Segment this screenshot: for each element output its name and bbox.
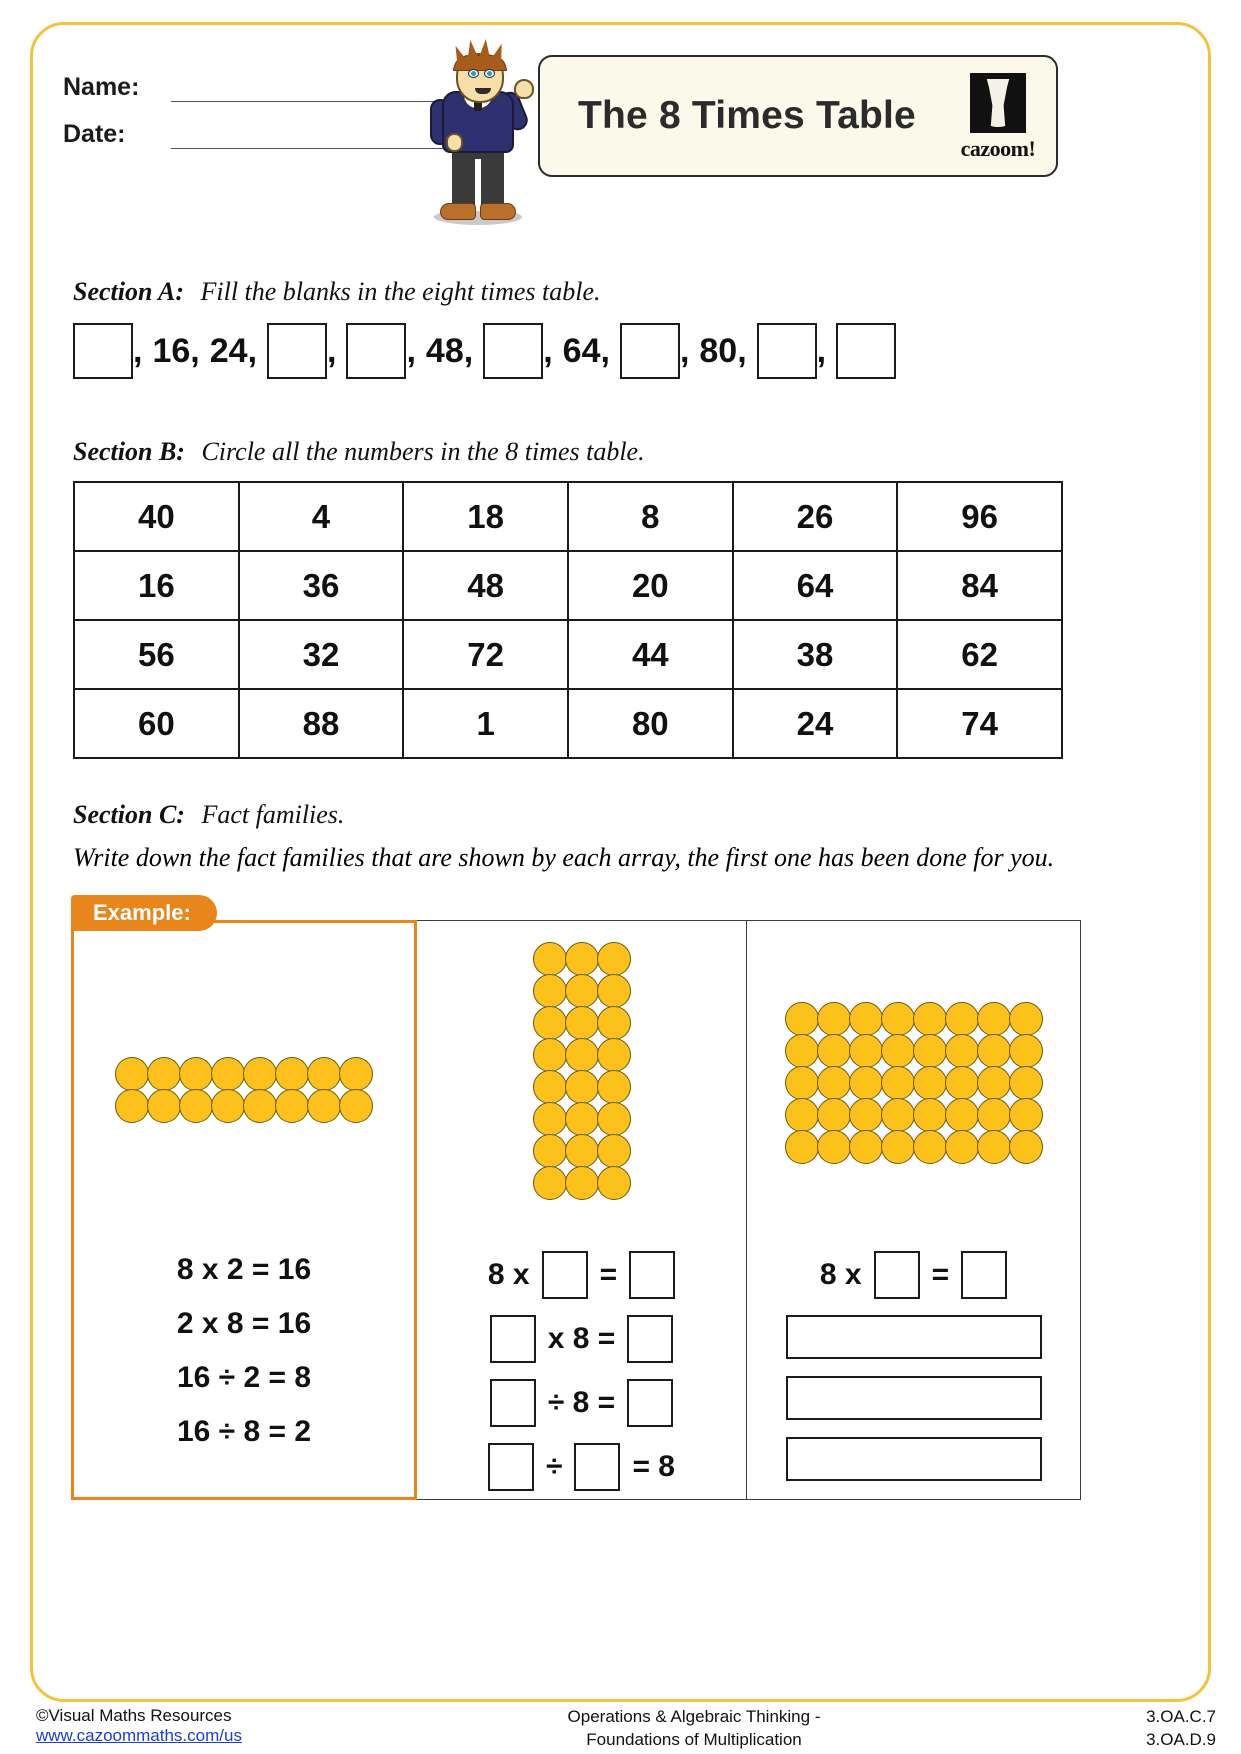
array-dot — [945, 1002, 979, 1036]
example-equation-4: 16 ÷ 8 = 2 — [176, 1415, 312, 1448]
grid-cell-3-2[interactable]: 32 — [239, 620, 404, 689]
array-dot — [533, 942, 567, 976]
array-dot — [817, 1098, 851, 1132]
array-dot — [881, 1002, 915, 1036]
array-dot — [913, 1066, 947, 1100]
panel3-array-row — [786, 1003, 1042, 1035]
array-dot — [913, 1098, 947, 1132]
array-dot — [307, 1057, 341, 1091]
example-equation-3: 16 ÷ 2 = 8 — [176, 1361, 312, 1394]
array-dot — [1009, 1002, 1043, 1036]
array-dot — [977, 1002, 1011, 1036]
section-a-sequence — [73, 323, 1173, 379]
fact-family-example-panel — [71, 900, 417, 1500]
p2-r2-box-2[interactable] — [627, 1315, 673, 1363]
array-dot — [339, 1057, 373, 1091]
array-dot — [849, 1066, 883, 1100]
array-dot — [881, 1066, 915, 1100]
p2-r1-lead: 8 x — [487, 1258, 530, 1291]
worksheet-footer — [36, 1706, 1216, 1752]
footer-standard-description — [568, 1706, 821, 1752]
array-dot — [211, 1089, 245, 1123]
array-dot — [977, 1034, 1011, 1068]
section-c-label: Section C: — [73, 800, 185, 829]
section-c-lead: Write down the fact families that are shown by each array, the first one has been done for you. — [73, 843, 1055, 872]
grid-cell-2-6[interactable]: 84 — [897, 551, 1062, 620]
fact-family-panel-3 — [747, 920, 1081, 1500]
page-title: The 8 Times Table — [578, 94, 916, 137]
p2-r4-op: ÷ — [545, 1450, 563, 1483]
array-example — [74, 1058, 414, 1122]
array-dot — [597, 1006, 631, 1040]
array-dot — [115, 1057, 149, 1091]
grid-cell-2-2[interactable]: 36 — [239, 551, 404, 620]
array-dot — [147, 1057, 181, 1091]
array-dot — [597, 1134, 631, 1168]
fact-family-panel-2 — [417, 920, 747, 1500]
array-dot — [977, 1098, 1011, 1132]
student-mascot-icon — [418, 33, 538, 228]
array-dot — [817, 1130, 851, 1164]
array-dot — [597, 942, 631, 976]
example-equation-1: 8 x 2 = 16 — [176, 1253, 312, 1286]
section-c-heading — [73, 800, 1173, 830]
panel-2-row-1 — [417, 1251, 746, 1299]
p3-r1-equals: = — [931, 1258, 950, 1291]
array-dot — [785, 1066, 819, 1100]
array-panel-2 — [417, 943, 746, 1199]
array-dot — [597, 1038, 631, 1072]
section-a-instruction: Fill the blanks in the eight times table. — [200, 277, 601, 306]
p2-r2-op: x 8 = — [547, 1322, 616, 1355]
table-row — [74, 620, 1062, 689]
section-a-comma: , — [247, 331, 258, 370]
p2-r1-box-2[interactable] — [629, 1251, 675, 1299]
standard-code-1: 3.OA.C.7 — [1146, 1707, 1216, 1726]
section-a-comma: , — [406, 331, 416, 370]
array-dot — [849, 1002, 883, 1036]
array-dot — [817, 1066, 851, 1100]
section-a-blank-7[interactable] — [483, 323, 543, 379]
section-b-heading — [73, 437, 1173, 467]
panel-3-equations — [747, 1251, 1080, 1498]
name-label: Name: — [63, 73, 140, 101]
p3-r1-box-2[interactable] — [961, 1251, 1007, 1299]
array-dot — [597, 1166, 631, 1200]
section-a-comma: , — [190, 331, 200, 370]
grid-cell-4-6[interactable]: 74 — [897, 689, 1062, 758]
grid-cell-1-1[interactable]: 40 — [74, 482, 239, 551]
grid-cell-1-5[interactable]: 26 — [733, 482, 898, 551]
worksheet-page — [30, 22, 1211, 1702]
panel3-array-row — [786, 1099, 1042, 1131]
copyright-text: ©Visual Maths Resources — [36, 1706, 232, 1725]
array-dot — [211, 1057, 245, 1091]
section-a-heading — [73, 277, 1173, 307]
panel2-array-row — [534, 943, 630, 975]
grid-cell-2-1[interactable]: 16 — [74, 551, 239, 620]
date-label: Date: — [63, 120, 126, 148]
array-dot — [533, 1006, 567, 1040]
array-dot — [243, 1089, 277, 1123]
array-dot — [147, 1089, 181, 1123]
section-a-comma: , — [679, 331, 690, 370]
array-dot — [339, 1089, 373, 1123]
p2-r4-tail: = 8 — [632, 1450, 675, 1483]
example-array-row — [116, 1058, 372, 1090]
array-dot — [565, 1006, 599, 1040]
array-dot — [565, 1102, 599, 1136]
panel2-array-row — [534, 1007, 630, 1039]
array-dot — [565, 1134, 599, 1168]
panel3-array-row — [786, 1035, 1042, 1067]
example-tab: Example: — [71, 895, 217, 931]
grid-cell-1-6[interactable]: 96 — [897, 482, 1062, 551]
section-a-comma: , — [463, 331, 474, 370]
standard-desc-line-1: Operations & Algebraic Thinking - — [567, 1707, 821, 1726]
footer-standard-codes — [1146, 1706, 1216, 1752]
array-dot — [1009, 1130, 1043, 1164]
section-a-blank-5[interactable] — [346, 323, 406, 379]
array-dot — [597, 1070, 631, 1104]
array-dot — [849, 1130, 883, 1164]
standard-code-2: 3.OA.D.9 — [1146, 1729, 1216, 1749]
p2-r1-equals: = — [599, 1258, 618, 1291]
panel2-array-row — [534, 1167, 630, 1199]
section-a-blank-1[interactable] — [73, 323, 133, 379]
array-dot — [785, 1130, 819, 1164]
p2-r3-box-2[interactable] — [627, 1379, 673, 1427]
panel2-array-row — [534, 1103, 630, 1135]
section-a-value-8: 64 — [562, 331, 601, 370]
section-a-value-6: 48 — [425, 331, 464, 370]
array-dot — [945, 1130, 979, 1164]
array-dot — [785, 1098, 819, 1132]
section-a-value-3: 24 — [209, 331, 248, 370]
array-dot — [785, 1002, 819, 1036]
p2-r4-box-2[interactable] — [574, 1443, 620, 1491]
array-dot — [945, 1098, 979, 1132]
footer-left — [36, 1706, 242, 1752]
array-dot — [1009, 1034, 1043, 1068]
array-dot — [977, 1066, 1011, 1100]
panel3-array-row — [786, 1131, 1042, 1163]
section-c — [73, 800, 1173, 874]
array-dot — [179, 1057, 213, 1091]
section-c-instruction: Fact families. — [201, 800, 345, 829]
array-dot — [977, 1130, 1011, 1164]
p3-answer-line-2[interactable] — [786, 1376, 1042, 1420]
array-dot — [817, 1034, 851, 1068]
panel-2-row-2 — [417, 1315, 746, 1363]
p2-r4-box-1[interactable] — [488, 1443, 534, 1491]
section-a-comma: , — [816, 331, 827, 370]
grid-cell-2-3[interactable]: 48 — [403, 551, 568, 620]
p3-answer-line-1[interactable] — [786, 1315, 1042, 1359]
array-dot — [565, 1070, 599, 1104]
panel-2-equations — [417, 1251, 746, 1507]
grid-cell-3-5[interactable]: 38 — [733, 620, 898, 689]
array-dot — [533, 1070, 567, 1104]
array-dot — [275, 1089, 309, 1123]
example-equations — [74, 1253, 414, 1469]
grid-cell-4-2[interactable]: 88 — [239, 689, 404, 758]
grid-cell-4-1[interactable]: 60 — [74, 689, 239, 758]
grid-cell-1-2[interactable]: 4 — [239, 482, 404, 551]
array-dot — [565, 1038, 599, 1072]
array-dot — [913, 1002, 947, 1036]
website-link[interactable]: www.cazoommaths.com/us — [36, 1726, 242, 1745]
date-row — [63, 120, 453, 149]
array-dot — [881, 1130, 915, 1164]
worksheet-header — [33, 25, 1214, 235]
standard-desc-line-2: Foundations of Multiplication — [586, 1729, 802, 1749]
example-equation-2: 2 x 8 = 16 — [176, 1307, 312, 1340]
name-input-line[interactable] — [171, 75, 453, 102]
table-row — [74, 689, 1062, 758]
array-dot — [945, 1066, 979, 1100]
array-dot — [533, 974, 567, 1008]
array-dot — [115, 1089, 149, 1123]
p3-answer-line-3[interactable] — [786, 1437, 1042, 1481]
grid-cell-3-4[interactable]: 44 — [568, 620, 733, 689]
section-b-number-grid[interactable] — [73, 481, 1063, 759]
array-dot — [597, 974, 631, 1008]
grid-cell-2-4[interactable]: 20 — [568, 551, 733, 620]
grid-cell-4-4[interactable]: 80 — [568, 689, 733, 758]
name-row — [63, 73, 453, 102]
p2-r3-box-1[interactable] — [490, 1379, 536, 1427]
array-dot — [179, 1089, 213, 1123]
section-a-value-2: 16 — [152, 331, 191, 370]
fact-family-panels — [71, 900, 1081, 1500]
section-a-blank-9[interactable] — [620, 323, 680, 379]
panel2-array-row — [534, 975, 630, 1007]
name-date-block — [63, 73, 453, 167]
array-dot — [849, 1034, 883, 1068]
panel2-array-row — [534, 1039, 630, 1071]
array-dot — [565, 974, 599, 1008]
array-dot — [565, 942, 599, 976]
array-dot — [945, 1034, 979, 1068]
panel2-array-row — [534, 1071, 630, 1103]
array-dot — [597, 1102, 631, 1136]
panel-2-row-3 — [417, 1379, 746, 1427]
title-banner — [538, 55, 1058, 177]
panel-2-row-4 — [417, 1443, 746, 1491]
grid-cell-1-3[interactable]: 18 — [403, 482, 568, 551]
section-b — [73, 437, 1173, 759]
panel3-array-row — [786, 1067, 1042, 1099]
date-input-line[interactable] — [171, 122, 453, 149]
array-dot — [307, 1089, 341, 1123]
array-dot — [849, 1098, 883, 1132]
array-dot — [817, 1002, 851, 1036]
grid-cell-2-5[interactable]: 64 — [733, 551, 898, 620]
section-b-instruction: Circle all the numbers in the 8 times table. — [201, 437, 645, 466]
section-b-label: Section B: — [73, 437, 185, 466]
grid-cell-3-1[interactable]: 56 — [74, 620, 239, 689]
grid-cell-3-6[interactable]: 62 — [897, 620, 1062, 689]
section-a-comma: , — [133, 331, 143, 370]
array-dot — [1009, 1098, 1043, 1132]
example-array-row — [116, 1090, 372, 1122]
p2-r3-op: ÷ 8 = — [547, 1386, 616, 1419]
array-dot — [913, 1130, 947, 1164]
array-dot — [275, 1057, 309, 1091]
p3-r1-lead: 8 x — [819, 1258, 862, 1291]
section-a-comma: , — [600, 331, 610, 370]
array-dot — [1009, 1066, 1043, 1100]
section-a-comma: , — [737, 331, 747, 370]
p2-r1-box-1[interactable] — [542, 1251, 588, 1299]
cazoom-mark-icon — [970, 73, 1026, 133]
array-panel-3 — [747, 1003, 1080, 1163]
array-dot — [881, 1034, 915, 1068]
cazoom-logo — [954, 73, 1042, 165]
array-dot — [881, 1098, 915, 1132]
grid-cell-4-3[interactable]: 1 — [403, 689, 568, 758]
grid-cell-3-3[interactable]: 72 — [403, 620, 568, 689]
table-row — [74, 551, 1062, 620]
array-dot — [533, 1038, 567, 1072]
array-dot — [785, 1034, 819, 1068]
section-a-value-10: 80 — [699, 331, 738, 370]
section-a — [73, 277, 1173, 379]
p2-r2-box-1[interactable] — [490, 1315, 536, 1363]
grid-cell-4-5[interactable]: 24 — [733, 689, 898, 758]
array-dot — [243, 1057, 277, 1091]
panel2-array-row — [534, 1135, 630, 1167]
section-a-blank-11[interactable] — [757, 323, 817, 379]
p3-r1-box-1[interactable] — [874, 1251, 920, 1299]
array-dot — [913, 1034, 947, 1068]
section-a-comma: , — [543, 331, 553, 370]
table-row — [74, 482, 1062, 551]
grid-cell-1-4[interactable]: 8 — [568, 482, 733, 551]
section-a-label: Section A: — [73, 277, 184, 306]
array-dot — [533, 1166, 567, 1200]
section-a-comma: , — [327, 331, 337, 370]
array-dot — [565, 1166, 599, 1200]
section-a-blank-12[interactable] — [836, 323, 896, 379]
panel-3-row-1 — [747, 1251, 1080, 1299]
array-dot — [533, 1102, 567, 1136]
array-dot — [533, 1134, 567, 1168]
section-a-blank-4[interactable] — [267, 323, 327, 379]
cazoom-wordmark: cazoom! — [960, 136, 1036, 161]
